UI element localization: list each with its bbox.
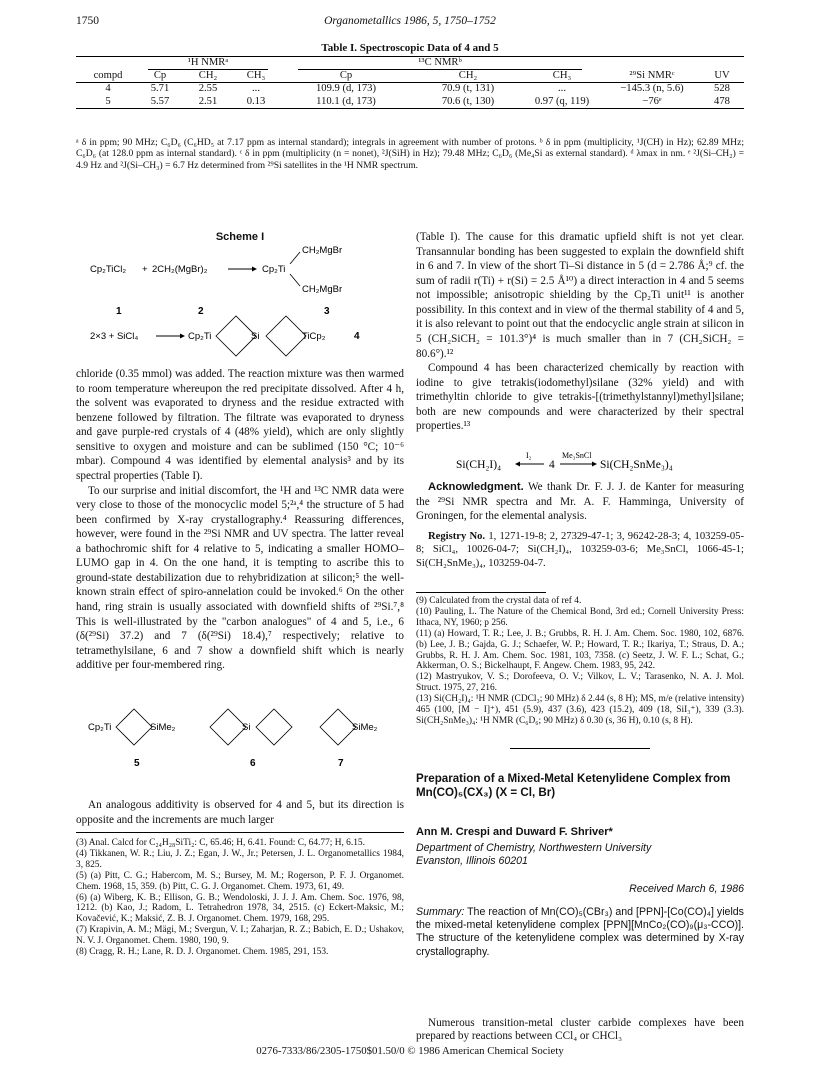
ring-struct5: [116, 709, 152, 745]
affiliation-department: Department of Chemistry, Northwestern University: [416, 842, 652, 854]
article-intro: Numerous transition-metal cluster carbide complexes have been prepared by reactions between CCl₄ or CHCl₃: [416, 1017, 744, 1043]
journal-citation: Organometallics 1986, 5, 1750–1752: [324, 15, 496, 27]
reference-item: (8) Cragg, R. H.; Lane, R. D. J. Organomet. Chem. 1985, 291, 153.: [76, 947, 329, 958]
eq-compound-4: 4: [549, 459, 555, 471]
table-group-h-nmr: ¹H NMRᵃ: [140, 57, 276, 71]
paragraph: An analogous additivity is observed for 4 and 5, but its direction is opposite and the increments are much larger: [76, 799, 404, 826]
table-footnotes: ᵃ δ in ppm; 90 MHz; C₆D₆ (C₆HD₅ at 7.17 ppm as internal standard); integrals in agreement with number of protons. ᵇ δ in ppm (multiplicity, ¹J(CH) in Hz); 62.89 MHz; C₆D₆ (at 128.0 ppm as internal standard). ᶜ δ in ppm (multiplicity (n = nonet), ²J(SiH) in Hz); 79.48 MHz; C₆D₆ (Me₄Si as external standard). ᵈ λmax in nm. ᵉ ²J(Si–CH₂) = 4.9 Hz and ²J(Si–CH₃) = 6.7 Hz determined from ²⁹Si satellites in the ¹H NMR spectrum.: [76, 137, 744, 171]
table-cell: 5.71: [150, 83, 170, 95]
table-cell: ...: [558, 83, 566, 95]
table-group-c-nmr: ¹³C NMRᵇ: [276, 57, 604, 71]
struct5-cp2ti: Cp₂Ti: [88, 722, 112, 733]
table-col-header: CH₃: [520, 70, 604, 83]
registry-heading: Registry No.: [428, 530, 486, 542]
footnote-rule-left: [76, 832, 404, 833]
eq-si-ch2snme34: Si(CH₂SnMe₃)₄: [600, 459, 673, 471]
reference-item: (6) (a) Wiberg, K. B.; Ellison, G. B.; Wendoloski, J. J. J. Am. Chem. Soc. 1976, 98, 1212. (b) Kao, J.; Radom, L. Tetrahedron 1978, 34, 2515. (c) Eckert-Maksic, M.; Kovačević, K.; Maksić, Z. B. J. Organomet. Chem. 1979, 168, 295.: [76, 892, 404, 925]
ack-heading: Acknowledgment.: [428, 481, 524, 493]
compound-number-3: 3: [324, 306, 330, 317]
table-header-row: [76, 70, 744, 83]
reference-item: (9) Calculated from the crystal data of ref 4.: [416, 596, 582, 606]
table-col-header: CH₃: [236, 70, 276, 83]
reference-item: (13) Si(CH₂I)₄: ¹H NMR (CDCl₃; 90 MHz) δ 2.44 (s, 8 H); MS, m/e (relative intensity) 465 (100, [M − I]⁺), 451 (5.9), 437 (3.6), 423 (15.2), 409 (18, SiI₃⁺), 339 (3.3). Si(CH₂SnMe₃)₄: ¹H NMR (C₆D₆; 90 MHz) δ 0.30 (s, 36 H), 0.10 (s, 8 H).: [416, 694, 744, 726]
table-col-header: UV: [700, 70, 744, 83]
eq-arrowhead-right: [592, 462, 597, 467]
table-cell: 4: [105, 83, 111, 95]
running-header: [76, 14, 744, 30]
table-col-header: Cp: [276, 70, 416, 83]
spiro-ticp2: TiCp₂: [302, 331, 326, 342]
paragraph: To our surprise and initial discomfort, the ¹H and ¹³C NMR data were very close to those of the monocyclic model 5;²ᵃ,⁴ the structure of 5 had been confirmed by X-ray crystallography.⁴ Reassuring differences, however, were found in the ²⁹Si NMR and UV spectra. The latter reveal a bathochromic shift for 4 relative to 5, indicating a smaller HOMO–LUMO gap in 4. On the one hand, it is tempting to ascribe this to ground-state destabilization due to rehybridization at silicon;⁵ the well-known strain effect of spiro-annelation could be invoked.⁶ On the other hand, ring strain is usually associated with downfield shifts of ²⁹Si.⁷,⁸ This is well-illustrated by the "carbon analogues" of 4 and 5, i.e., 6 (δ(²⁹Si) 37.2) and 7 (δ(²⁹Si) 18.4),⁷ respectively; relative to tetramethylsilane, 6 and 7 show a downfield shift which is nearly additive per four-membered ring.: [76, 484, 404, 672]
page-footer: 0276-7333/86/2305-1750$01.50/0 © 1986 American Chemical Society: [256, 1045, 564, 1057]
registry-text: 1, 1271-19-8; 2, 27329-47-1; 3, 96242-28-3; 4, 103259-05-8; SiCl₄, 10026-04-7; Si(CH₂I)₄, 103259-03-6; Me₃SnCl, 1066-45-1; Si(CH₂SnMe₃)₄, 103259-04-7.: [416, 530, 744, 570]
eq-si-ch2i4: Si(CH₂I)₄: [456, 459, 502, 471]
left-column-text: [76, 367, 404, 673]
ch2mgbr-top: CH₂MgBr: [302, 245, 343, 256]
table-row: [76, 83, 744, 96]
paragraph: Compound 4 has been characterized chemically by reaction with iodine to give tetrakis(iodomethyl)silane (32% yield) and with trimethyltin chloride to give tetrakis-[(trimethylstannyl)methyl]silane; both are new compounds and were characterized by their spectral properties.¹³: [416, 362, 744, 433]
ring-right: [266, 316, 306, 356]
page-number: 1750: [76, 15, 99, 27]
right-column-text: [416, 230, 744, 434]
compound-number-5: 5: [134, 758, 140, 769]
reference-item: (11) (a) Howard, T. R.; Lee, J. B.; Grubbs, R. H. J. Am. Chem. Soc. 1980, 102, 6876. (b) Lee, J. B.; Gajda, G. J.; Schaefer, W. P.; Howard, T. R.; Ikariya, T.; Straus, D. A.; Grubbs, R. H. J. Am. Chem. Soc. 1981, 103, 7358. (c) Seetz, J. W. F. L.; Schat, G.; Akkerman, O. S.; Bickelhaupt, F. Angew. Chem. 1983, 95, 242.: [416, 628, 744, 672]
summary-text: The reaction of Mn(CO)₅(CBr₃) and [PPN]-[Co(CO)₄] yields the mixed-metal ketenylidene complex [PPN][MnCo₂(CO)₉(μ₃-CCO)]. The structure of the ketenylidene complex was determined by X-ray crystallography.: [416, 906, 744, 958]
article-affiliation: [416, 842, 744, 868]
struct6-si: Si: [242, 722, 251, 733]
bond-line: [290, 252, 300, 264]
bond-line: [290, 274, 300, 286]
reaction-arrowhead: [252, 267, 257, 272]
spectroscopic-table: [76, 56, 744, 109]
reaction-equation: [416, 446, 744, 474]
ring-struct6-right: [256, 709, 292, 745]
table-cell: 2.55: [198, 83, 218, 95]
acknowledgment: [416, 480, 744, 571]
references-left: [76, 838, 404, 958]
article-authors: Ann M. Crespi and Duward F. Shriver*: [416, 826, 613, 838]
reaction-two-reagents: 2×3 + SiCl₄: [90, 331, 139, 342]
table-cell: 109.9 (d, 173): [315, 83, 377, 95]
table-col-header: Cp: [140, 70, 180, 83]
ch2mgbr-bottom: CH₂MgBr: [302, 284, 343, 295]
reference-item: (12) Mastryukov, V. S.; Dorofeeva, O. V.; Vilkov, L. V.; Tarasenko, N. A. J. Mol. Struct. 1975, 27, 216.: [416, 672, 744, 694]
article-summary: [416, 906, 744, 959]
left-column-continuation: [76, 798, 404, 827]
table-col-header: CH₂: [180, 70, 236, 83]
compound-number-7: 7: [338, 758, 344, 769]
table-cell: 5.57: [140, 96, 180, 109]
eq-reagent-i2: I₂: [526, 451, 532, 460]
table-col-header: ²⁹Si NMRᶜ: [604, 70, 700, 83]
table-title: Table I. Spectroscopic Data of 4 and 5: [321, 42, 499, 54]
table-cell: 0.97 (q, 119): [520, 96, 604, 109]
table-cell: 110.1 (d, 173): [276, 96, 416, 109]
table-cell: 5: [76, 96, 140, 109]
article-separator: [510, 748, 650, 749]
table-col-header: compd: [76, 70, 140, 83]
plus-sign: +: [142, 264, 148, 275]
reference-item: (3) Anal. Calcd for C₂₄H₂₈SiTi₂: C, 65.46; H, 6.41. Found: C, 64.77; H, 6.15.: [76, 838, 365, 848]
table-cell: 528: [714, 83, 730, 95]
reactant-grignard: 2CH₂(MgBr)₂: [152, 264, 208, 275]
spiro-cp2ti: Cp₂Ti: [188, 331, 212, 342]
table-row: [76, 96, 744, 109]
ack-text: We thank Dr. F. J. J. de Kanter for measuring the ²⁹Si NMR spectra and Mr. A. F. Hamminga, University of Groningen, for the elemental analysis.: [416, 481, 744, 523]
spiro-reaction-diagram: [76, 305, 404, 367]
eq-reagent-me3sncl: Me₃SnCl: [562, 451, 592, 460]
table-cell: 2.51: [180, 96, 236, 109]
eq-arrowhead-left: [515, 462, 520, 467]
footnote-rule-right: [416, 592, 546, 593]
paragraph: (Table I). The cause for this dramatic upfield shift is not yet clear. Transannular bonding has been suggested to explain the downfield shift in 6 and 7. In view of the short Ti–Si distance in 5 (d = 2.786 Å;⁹ cf. the sum of radii r(Ti) + r(Si) = 2.5 Å¹⁰) a direct interaction in 4 and 5 seems not impossible; anisotropic shielding by the Cp₂Ti unit¹¹ is another possibility. In this context and in view of the thermal stability of 4 and 5, it is also relevant to point out that the endocyclic angle strain at silicon in 5 (CH₂SiCH₂ = 101.3°)⁴ is much smaller than in 7 (CH₂SiCH₂ = 80.6°).¹²: [416, 231, 744, 360]
compound-number-4: 4: [354, 331, 360, 342]
reactant-cp2ticl2: Cp₂TiCl₂: [90, 264, 127, 275]
reference-item: (10) Pauling, L. The Nature of the Chemical Bond, 3rd ed.; Cornell University Press: Ithaca, NY, 1960; p 256.: [416, 606, 744, 628]
table-cell: 70.6 (t, 130): [416, 96, 520, 109]
ring-struct6-left: [210, 709, 246, 745]
ring-struct7: [320, 709, 356, 745]
references-right: [416, 596, 744, 727]
table-col-header: CH₂: [416, 70, 520, 83]
table-cell: −145.3 (n, 5.6): [620, 83, 684, 95]
ring-left: [216, 316, 256, 356]
reference-item: (5) (a) Pitt, C. G.; Habercom, M. S.; Bursey, M. M.; Rogerson, P. F. J. Organomet. Chem. 1968, 15, 359. (b) Pitt, C. G. J. Organomet. Chem. 1973, 61, 49.: [76, 870, 404, 892]
table-cell: −76ᵉ: [604, 96, 700, 109]
table-cell: 0.13: [236, 96, 276, 109]
structures-5-6-7: [76, 700, 404, 772]
article-title: Preparation of a Mixed-Metal Ketenylidene Complex from Mn(CO)₅(CX₃) (X = Cl, Br): [416, 772, 731, 799]
reaction-arrowhead: [180, 334, 185, 339]
summary-heading: Summary:: [416, 906, 465, 918]
table-cell: 70.9 (t, 131): [441, 83, 495, 95]
reference-item: (7) Krapivin, A. M.; Mägi, M.; Svergun, V. I.; Zaharjan, R. Z.; Babich, E. D.; Ushakov, N. V. J. Organomet. Chem. 1980, 190, 9.: [76, 925, 404, 947]
table-cell: ...: [252, 83, 260, 95]
paragraph: chloride (0.35 mmol) was added. The reaction mixture was then warmed to room temperature whereupon the red precipitate dissolved. After 4 h, the solvent was evaporated to dryness and the residue extracted with benzene followed by filtration. The filtrate was evaporated to dryness and gave purple-red crystals of 4 (48% yield), which are only slightly sensitive to oxygen and moisture and can be sublimed (150 °C; 10⁻⁶ mbar). Compound 4 was identified by elemental analysis³ and by its spectral properties (Table I).: [76, 368, 404, 482]
reference-item: (4) Tikkanen, W. R.; Liu, J. Z.; Egan, J. W., Jr.; Petersen, J. L. Organometallics 1984, 3, 825.: [76, 848, 404, 870]
struct7-sime2: SiMe₂: [352, 722, 378, 733]
affiliation-location: Evanston, Illinois 60201: [416, 855, 528, 867]
spiro-si: Si: [251, 331, 260, 342]
scheme-title: Scheme I: [215, 231, 265, 243]
received-date: Received March 6, 1986: [629, 883, 744, 895]
product-cp2ti: Cp₂Ti: [262, 264, 286, 275]
compound-number-1: 1: [116, 306, 122, 317]
table-cell: 478: [700, 96, 744, 109]
struct5-sime2: SiMe₂: [150, 722, 176, 733]
compound-number-6: 6: [250, 758, 256, 769]
compound-number-2: 2: [198, 306, 204, 317]
